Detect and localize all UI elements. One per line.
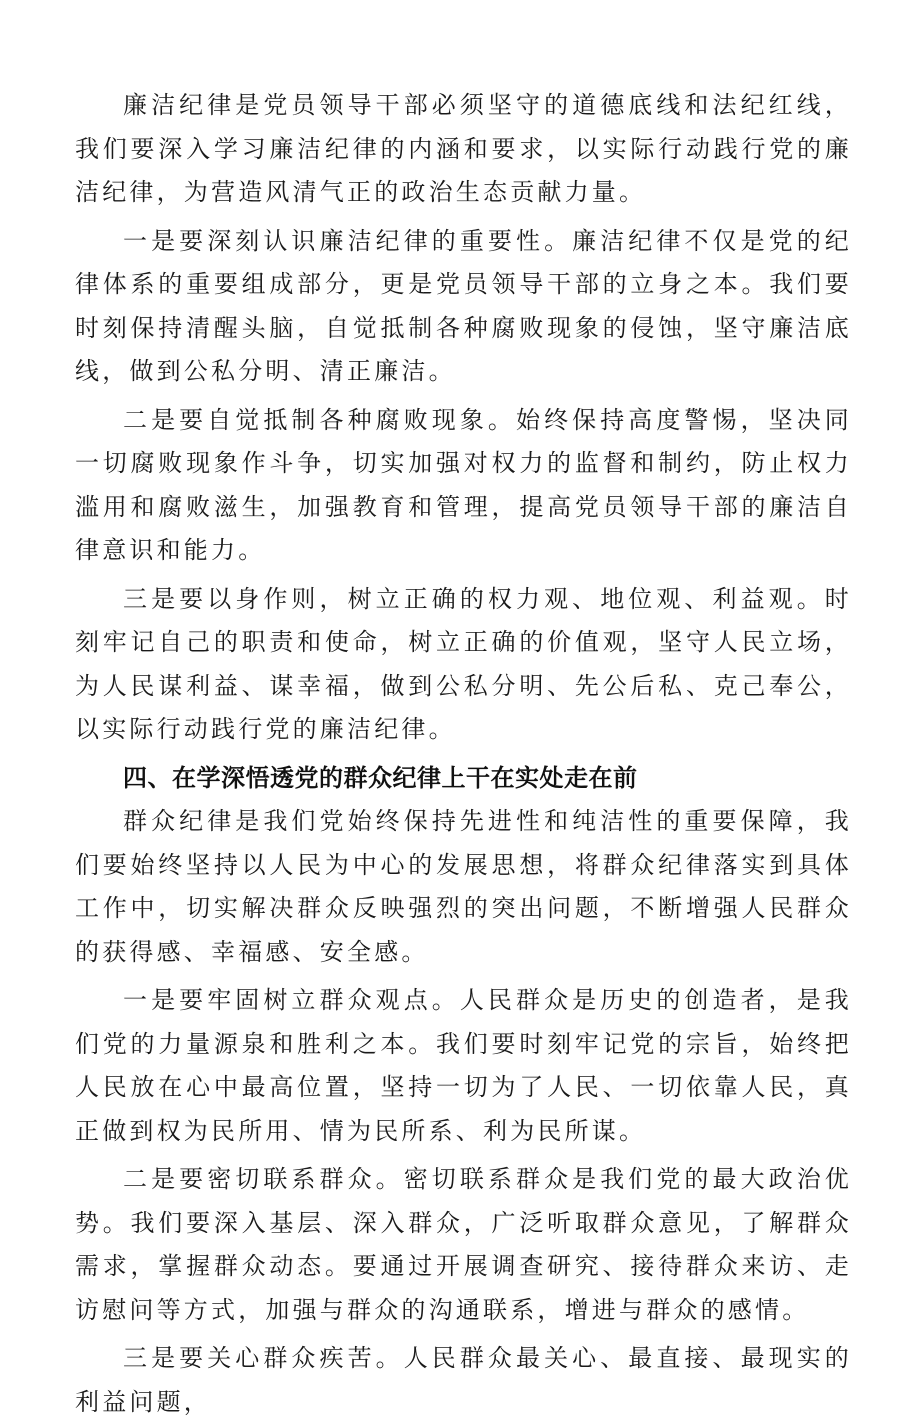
- paragraph-mass-point-two: 二是要密切联系群众。密切联系群众是我们党的最大政治优势。我们要深入基层、深入群众，广泛听取群众意见，了解群众需求，掌握群众动态。要通过开展调查研究、接待群众来访、走访慰问等方式，加强与群众的沟通联系，增进与群众的感情。: [75, 1165, 852, 1324]
- paragraph-integrity-point-three: 三是要以身作则，树立正确的权力观、地位观、利益观。时刻牢记自己的职责和使命，树立正确的价值观，坚守人民立场，为人民谋利益、谋幸福，做到公私分明、先公后私、克己奉公，以实际行动践行党的廉洁纪律。: [75, 584, 852, 743]
- paragraph-integrity-point-one: 一是要深刻认识廉洁纪律的重要性。廉洁纪律不仅是党的纪律体系的重要组成部分，更是党员领导干部的立身之本。我们要时刻保持清醒头脑，自觉抵制各种腐败现象的侵蚀，坚守廉洁底线，做到公私分明、清正廉洁。: [75, 226, 852, 385]
- paragraph-mass-point-three: 三是要关心群众疾苦。人民群众最关心、最直接、最现实的利益问题，: [75, 1344, 852, 1416]
- paragraph-integrity-point-two: 二是要自觉抵制各种腐败现象。始终保持高度警惕，坚决同一切腐败现象作斗争，切实加强对权力的监督和制约，防止权力滥用和腐败滋生，加强教育和管理，提高党员领导干部的廉洁自律意识和能力。: [75, 405, 852, 564]
- paragraph-mass-discipline-intro: 群众纪律是我们党始终保持先进性和纯洁性的重要保障，我们要始终坚持以人民为中心的发展思想，将群众纪律落实到具体工作中，切实解决群众反映强烈的突出问题，不断增强人民群众的获得感、幸福感、安全感。: [75, 807, 852, 966]
- paragraph-mass-point-one: 一是要牢固树立群众观点。人民群众是历史的创造者，是我们党的力量源泉和胜利之本。我们要时刻牢记党的宗旨，始终把人民放在心中最高位置，坚持一切为了人民、一切依靠人民，真正做到权为民所用、情为民所系、利为民所谋。: [75, 986, 852, 1145]
- section-heading-mass-discipline: 四、在学深悟透党的群众纪律上干在实处走在前: [123, 763, 638, 792]
- paragraph-integrity-discipline-intro: 廉洁纪律是党员领导干部必须坚守的道德底线和法纪红线，我们要深入学习廉洁纪律的内涵和要求，以实际行动践行党的廉洁纪律，为营造风清气正的政治生态贡献力量。: [75, 91, 852, 206]
